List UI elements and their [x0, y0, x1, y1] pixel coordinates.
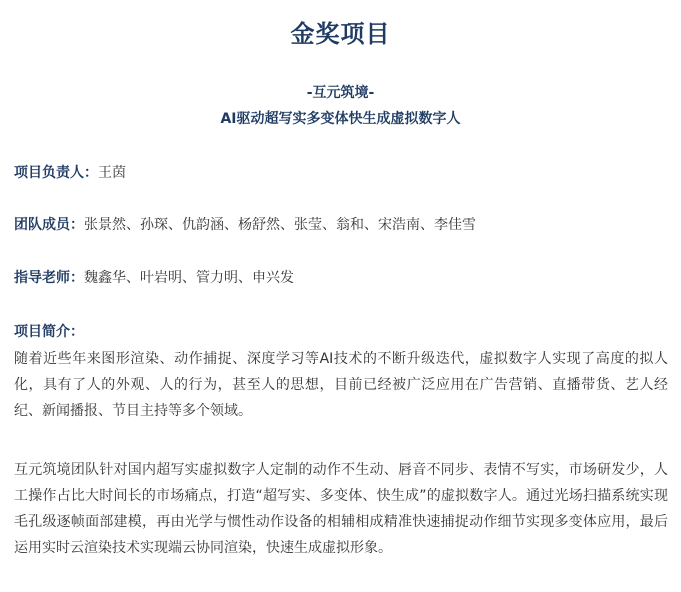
leader-row [14, 162, 668, 184]
intro-label: 项目简介： [14, 324, 84, 340]
intro-paragraph-1: 随着近些年来图形渲染、动作捕捉、深度学习等AI技术的不断升级迭代，虚拟数字人实现了高度的拟人化，具有了人的外观、人的行为，甚至人的思想，目前已经被广泛应用在广告营销、直播带货、艺人经纪、新闻播报、节目主持等多个领域。 [14, 351, 668, 419]
project-name: -互元筑境- [306, 85, 375, 101]
advisor-value: 魏鑫华、叶岩明、管力明、申兴发 [84, 270, 294, 286]
advisor-row [14, 267, 668, 289]
advisor-label: 指导老师： [14, 270, 84, 286]
intro-paragraph-2: 互元筑境团队针对国内超写实虚拟数字人定制的动作不生动、唇音不同步、表情不写实，市场研发少，人工操作占比大时间长的市场痛点，打造“超写实、多变体、快生成”的虚拟数字人。通过光场扫描系统实现毛孔级逐帧面部建模，再由光学与惯性动作设备的相辅相成精准快速捕捉动作细节实现多变体应用，最后运用实时云渲染技术实现端云协同渲染，快速生成虚拟形象。 [14, 462, 668, 556]
team-label: 团队成员： [14, 217, 84, 233]
team-value: 张景然、孙琛、仇韵涵、杨舒然、张莹、翁和、宋浩南、李佳雪 [84, 217, 476, 233]
team-row [14, 214, 668, 236]
intro-heading-row [14, 321, 668, 343]
leader-value: 王茵 [98, 165, 126, 181]
leader-label: 项目负责人： [14, 165, 98, 181]
page-title: 金奖项目 [290, 20, 391, 48]
project-tagline: AI驱动超写实多变体快生成虚拟数字人 [220, 111, 461, 127]
